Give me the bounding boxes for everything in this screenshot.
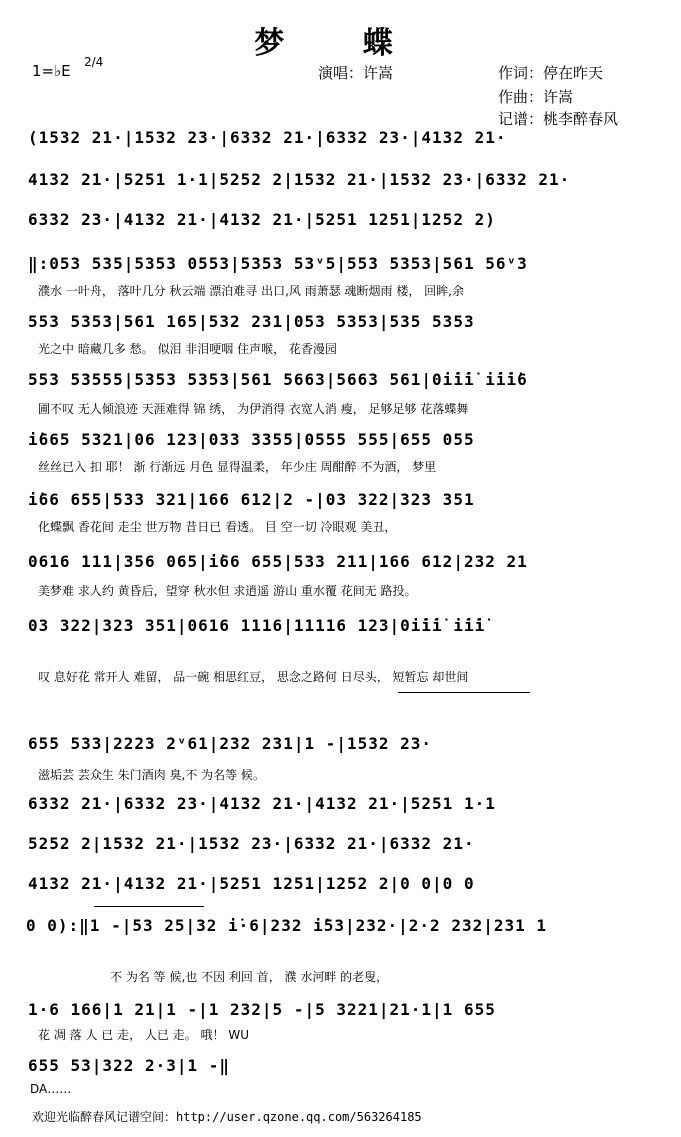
lyric-row-5: 光之中 暗藏几多 愁。 似泪 非泪哽咽 住声喉， 花香漫园 [38, 342, 337, 356]
score-row-17: 655 53|322 2·3|1 -‖ [28, 1056, 231, 1075]
lyric-row-9: 美梦难 求人约 黄昏后，望穿 秋水但 求逍遥 游山 重水覆 花间无 路投。 [38, 584, 417, 598]
score-row-1: (1532 21·|1532 23·|6332 21·|6332 23·|4132 21· [28, 128, 507, 147]
score-row-12: 6332 21·|6332 23·|4132 21·|4132 21·|5251 1·1 [28, 794, 496, 813]
song-title: 梦 蝶 [254, 26, 427, 61]
lyric-row-11: 滋垢芸 芸众生 朱门酒肉 臭,不 为名等 候。 [38, 768, 265, 782]
time-signature [84, 56, 103, 68]
score-row-4: ‖:053 535|5353 0553|5353 53ᵛ5|553 5353|561 56ᵛ3 [28, 254, 528, 273]
score-row-2: 4132 21·|5251 1·1|5252 2|1532 21·|1532 23·|6332 21· [28, 170, 571, 189]
score-row-5: 553 5353|561 165|532 231|053 5353|535 5353 [28, 312, 475, 331]
lyric-row-7: 丝丝已入 扣 耶！ 渐 行渐远 月色 显得温柔， 年少庄 周酣醉 不为酒， 梦里 [38, 460, 437, 474]
score-row-3: 6332 23·|4132 21·|4132 21·|5251 1251|1252 2) [28, 210, 496, 229]
score-row-10: 03 322|323 351|0616 1116|11116 123|0i̇i̇i̇ i̇i̇i̇ [28, 616, 486, 635]
score-row-7: i̇665 5321|06 123|033 3355|0555 555|655 055 [28, 430, 475, 449]
lyric-row-15: 不 为名 等 候,也 不因 利回 首， 濮 水河畔 的老叟， [110, 970, 389, 984]
lyric-row-4: 濮水 一叶舟， 落叶几分 秋云端 漂泊难寻 出口,风 雨萧瑟 魂断烟雨 楼， 回眸,余 [38, 284, 464, 298]
lyric-row-10: 叹 息好花 常开人 难留， 品一碗 相思红豆， 思念之路何 日尽头， 短暂忘 却世间 [38, 670, 469, 684]
score-row-11: 655 533|2223 2ᵛ61|232 231|1 -|1532 23· [28, 734, 433, 753]
score-row-13: 5252 2|1532 21·|1532 23·|6332 21·|6332 21· [28, 834, 475, 853]
footer-link-text: 欢迎光临醉春风记谱空间：http://user.qzone.qq.com/563264185 [32, 1110, 422, 1124]
score-row-8: i̇66 655|533 321|166 612|2 -|03 322|323 351 [28, 490, 475, 509]
key-signature: 1=♭E [32, 62, 71, 80]
score-row-6: 553 53555|5353 5353|561 5663|5663 561|0i̇i̇i̇ i̇i̇i̇6 [28, 370, 528, 389]
lyric-row-8: 化蝶飘 香花间 走尘 世万物 昔日已 看透。 目 空一切 冷眼观 美丑， [38, 520, 397, 534]
composer-credit: 作曲：许嵩 [498, 88, 574, 106]
lyric-row-16: 花 凋 落 人 已 走， 人已 走。 哦！ WU [38, 1028, 249, 1042]
volta-bracket-1 [398, 692, 530, 693]
score-row-14: 4132 21·|4132 21·|5251 1251|1252 2|0 0|0 0 [28, 874, 475, 893]
transcriber-credit: 记谱：桃李醉春风 [498, 110, 619, 128]
score-row-16: 1·6 166|1 21|1 -|1 232|5 -|5 3221|21·1|1 655 [28, 1000, 496, 1019]
singer-credit: 演唱：许嵩 [318, 64, 394, 82]
score-row-15: 0 0):‖1 -|53 25|32 i̇·6|232 i̇53|232·|2·2 232|231 1 [26, 916, 548, 935]
volta-bracket-2 [94, 906, 204, 907]
time-signature-value: 2/4 [84, 55, 104, 69]
score-row-9: 0616 111|356 065|i̇66 655|533 211|166 612|232 21 [28, 552, 528, 571]
lyric-row-17: DA…… [30, 1082, 72, 1096]
lyric-row-6: 圃不叹 无人倾浪迹 天涯难得 锦 绣， 为伊消得 衣宽人消 瘦， 足够足够 花落蝶舞 [38, 402, 469, 416]
lyricist-credit: 作词：停在昨天 [498, 64, 604, 82]
